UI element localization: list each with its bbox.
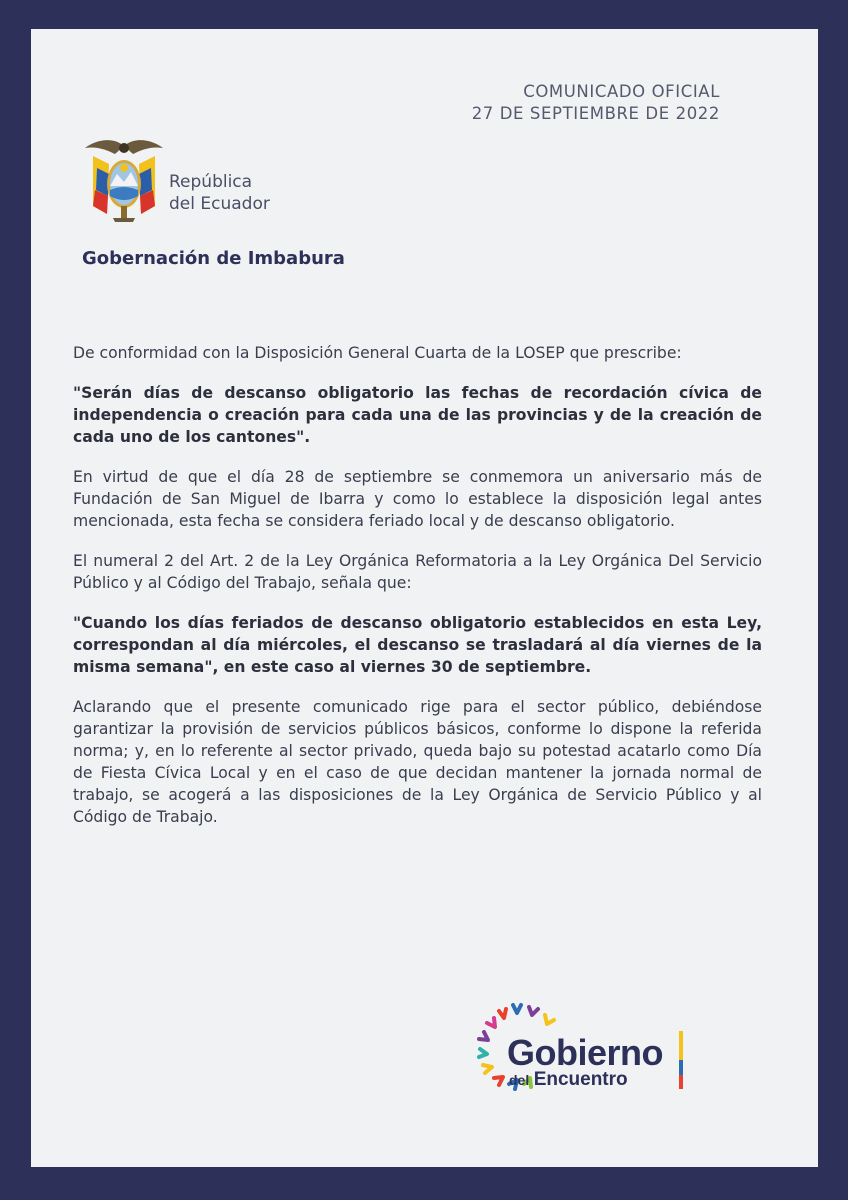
paragraph-quote-holiday-move: "Cuando los días feriados de descanso obligatorio establecidos en esta Ley, correspondan al día miércoles, el descanso se trasladará al día viernes de la misma semana", en este caso al viernes 30 de septiembre. — [73, 614, 762, 676]
logo-word-encuentro: Encuentro — [533, 1069, 628, 1090]
communique-title: COMUNICADO OFICIAL — [523, 82, 720, 101]
document-page — [31, 29, 818, 1167]
communique-date: 27 DE SEPTIEMBRE DE 2022 — [471, 104, 720, 123]
communique-header — [472, 81, 720, 125]
republic-name — [169, 171, 270, 215]
logo-word-del-encuentro — [509, 1069, 628, 1091]
paragraph-law-reference: El numeral 2 del Art. 2 de la Ley Orgánica Reformatoria a la Ley Orgánica Del Servicio Público y al Código del Trabajo, señala que: — [73, 552, 762, 592]
paragraph-anniversary: En virtud de que el día 28 de septiembre se conmemora un aniversario más de Fundación de San Miguel de Ibarra y como lo establece la disposición legal antes mencionada, esta fecha se considera feriado local y de descanso obligatorio. — [73, 468, 762, 530]
paragraph-intro: De conformidad con la Disposición General Cuarta de la LOSEP que prescribe: — [73, 344, 682, 362]
republic-line-2: del Ecuador — [169, 194, 270, 214]
paragraph-clarification: Aclarando que el presente comunicado rige para el sector público, debiéndose garantizar la provisión de servicios públicos básicos, conforme lo dispone la referida norma; y, en lo referente al sector privado, queda bajo su potestad acatarlo como Día de Fiesta Cívica Local y en el caso de que decidan mantener la jornada normal de trabajo, se acogerá a las disposiciones de la Ley Orgánica de Servicio Público y al Código de Trabajo. — [73, 698, 762, 826]
republic-line-1: República — [169, 172, 253, 192]
ecuador-coat-of-arms-icon — [79, 134, 169, 224]
flag-stripe-icon — [679, 1031, 683, 1089]
logo-word-gobierno: Gobierno — [507, 1032, 663, 1073]
communique-body — [73, 342, 762, 846]
office-name: Gobernación de Imbabura — [82, 248, 345, 269]
logo-word-del: del — [509, 1072, 530, 1088]
paragraph-quote-losep: "Serán días de descanso obligatorio las fechas de recordación cívica de independencia o creación para cada una de las provincias y de la creación de cada uno de los cantones". — [73, 384, 762, 446]
